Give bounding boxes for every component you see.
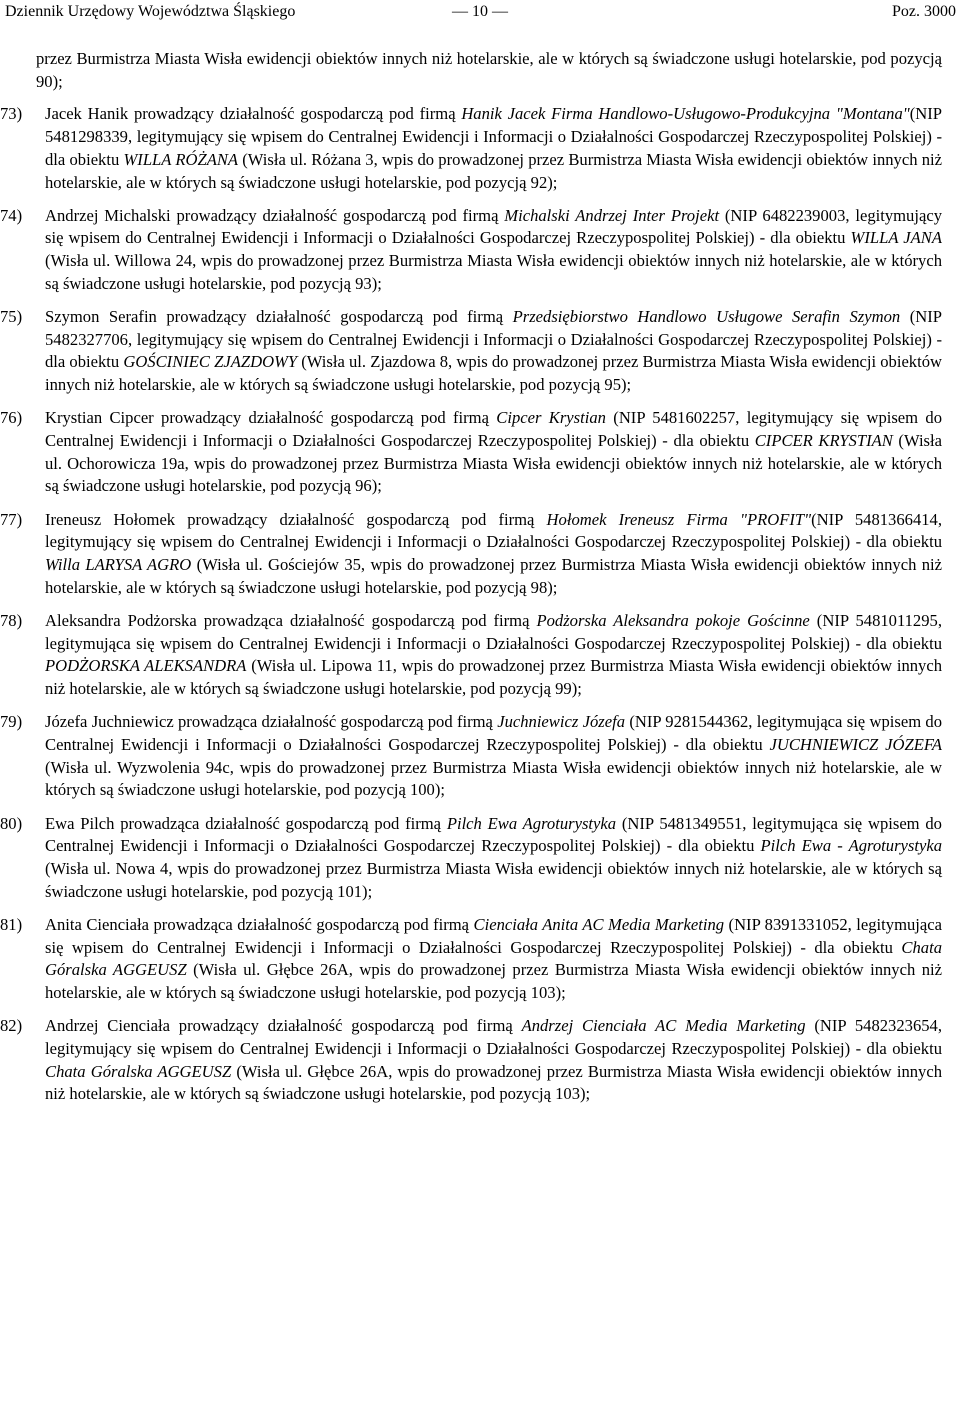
object-name: PODŻORSKA ALEKSANDRA <box>45 656 247 676</box>
list-item <box>0 407 943 498</box>
item-text-part: (NIP 5481298339, legitymujący się wpisem do Centralnej Ewidencji i Informacji o Działalności Gospodarczej Rzeczypospolitej Polskiej) - dla obiektu <box>45 104 942 169</box>
page-header <box>0 0 960 24</box>
item-text-part: (NIP 5482327706, legitymujący się wpisem do Centralnej Ewidencji i Informacji o Działalności Gospodarczej Rzeczypospolitej Polskiej) - dla obiektu <box>45 307 942 372</box>
item-text-part: Józefa Juchniewicz prowadząca działalność gospodarczą pod firmą <box>45 712 498 732</box>
firm-name: Hołomek Ireneusz Firma "PROFIT" <box>546 509 812 529</box>
item-text-part: (NIP 5481349551, legitymująca się wpisem do Centralnej Ewidencji i Informacji o Działalności Gospodarczej Rzeczypospolitej Polskiej) - dla obiektu <box>45 813 942 856</box>
item-text-part: Aleksandra Podżorska prowadząca działalność gospodarczą pod firmą <box>45 610 537 630</box>
list-item <box>0 306 942 397</box>
firm-name: Cipcer Krystian <box>496 408 606 428</box>
item-text <box>45 407 942 498</box>
list-item <box>0 205 942 296</box>
item-text-part: Krystian Cipcer prowadzący działalność gospodarczą pod firmą <box>45 408 497 428</box>
item-text <box>45 103 942 194</box>
item-text-part: (NIP 8391331052, legitymująca się wpisem do Centralnej Ewidencji i Informacji o Działalności Gospodarczej Rzeczypospolitej Polskiej) - dla obiektu <box>45 914 942 957</box>
item-text-part: (Wisła ul. Nowa 4, wpis do prowadzonej przez Burmistrza Miasta Wisła ewidencji obiektów innych niż hotelarskie, ale w których są świadczone usługi hotelarskie, pod pozycją 101); <box>45 859 942 901</box>
journal-title: Dziennik Urzędowy Województwa Śląskiego <box>5 3 296 20</box>
object-name: Pilch Ewa - Agroturystyka <box>760 836 942 856</box>
object-name: GOŚCINIEC ZJAZDOWY <box>123 352 298 372</box>
object-name: WILLA RÓŻANA <box>123 149 239 169</box>
firm-name: Juchniewicz Józefa <box>497 712 626 732</box>
entry-list <box>0 103 943 1106</box>
item-text-part: (NIP 5482323654, legitymujący się wpisem do Centralnej Ewidencji i Informacji o Działalności Gospodarczej Rzeczypospolitej Polskiej) - dla obiektu <box>45 1016 942 1058</box>
item-text-part: (Wisła ul. Ochorowicza 19a, wpis do prowadzonej przez Burmistrza Miasta Wisła ewidencji obiektów innych niż hotelarskie, ale w których są świadczone usługi hotelarskie, pod pozycją 96); <box>45 431 942 496</box>
list-item <box>0 711 943 802</box>
position-number: Poz. 3000 <box>892 3 956 20</box>
item-text-part: Szymon Serafin prowadzący działalność gospodarczą pod firmą <box>45 307 513 327</box>
object-name: CIPCER KRYSTIAN <box>754 431 893 451</box>
item-text-part: (Wisła ul. Głębce 26A, wpis do prowadzonej przez Burmistrza Miasta Wisła ewidencji obiektów innych niż hotelarskie, ale w których są świadczone usługi hotelarskie, pod pozycją 103); <box>45 1061 942 1104</box>
item-number: 76) <box>0 408 23 428</box>
item-text <box>45 306 942 397</box>
item-text-part: (Wisła ul. Głębce 26A, wpis do prowadzonej przez Burmistrza Miasta Wisła ewidencji obiektów innych niż hotelarskie, ale w których są świadczone usługi hotelarskie, pod pozycją 103); <box>45 960 942 1003</box>
item-text <box>45 1015 942 1106</box>
firm-name: Pilch Ewa Agroturystyka <box>446 813 617 833</box>
item-number: 79) <box>0 712 23 732</box>
firm-name: Podżorska Aleksandra pokoje Gościnne <box>536 610 810 630</box>
item-text-part: (NIP 6482239003, legitymujący się wpisem do Centralnej Ewidencji i Informacji o Działalności Gospodarczej Rzeczypospolitej Polskiej) - dla obiektu <box>45 205 942 248</box>
item-number: 77) <box>0 509 23 529</box>
object-name: JUCHNIEWICZ JÓZEFA <box>769 734 942 754</box>
item-text-part: Andrzej Cienciała prowadzący działalność gospodarczą pod firmą <box>45 1016 522 1036</box>
object-name: Chata Góralska AGGEUSZ <box>45 1061 232 1081</box>
list-item <box>0 103 942 194</box>
item-number: 75) <box>0 307 23 327</box>
item-text-part: (Wisła ul. Wyzwolenia 94c, wpis do prowadzonej przez Burmistrza Miasta Wisła ewidencji obiektów innych niż hotelarskie, ale w których są świadczone usługi hotelarskie, pod pozycją 100); <box>45 757 942 800</box>
item-text-part: (NIP 5481011295, legitymująca się wpisem do Centralnej Ewidencji i Informacji o Działalności Gospodarczej Rzeczypospolitej Polskiej) - dla obiektu <box>45 610 942 653</box>
item-number: 81) <box>0 914 23 934</box>
list-item <box>0 610 942 701</box>
item-text-part: (Wisła ul. Różana 3, wpis do prowadzonej przez Burmistrza Miasta Wisła ewidencji obiektów innych niż hotelarskie, ale w których są świadczone usługi hotelarskie, pod pozycją 92); <box>45 149 942 192</box>
firm-name: Przedsiębiorstwo Handlowo Usługowe Serafin Szymon <box>512 307 901 327</box>
item-text <box>45 509 942 600</box>
item-text-part: (NIP 5481366414, legitymujący się wpisem do Centralnej Ewidencji i Informacji o Działalności Gospodarczej Rzeczypospolitej Polskiej) - dla obiektu <box>45 509 942 552</box>
object-name: Chata Góralska AGGEUSZ <box>45 937 942 980</box>
item-text <box>45 610 942 701</box>
item-text-part: Ireneusz Hołomek prowadzący działalność gospodarczą pod firmą <box>45 509 547 529</box>
list-item <box>0 509 942 600</box>
item-text-part: Jacek Hanik prowadzący działalność gospodarczą pod firmą <box>45 104 462 124</box>
list-item <box>0 813 942 904</box>
firm-name: Cienciała Anita AC Media Marketing <box>473 914 725 934</box>
list-item <box>0 1015 942 1106</box>
firm-name: Michalski Andrzej Inter Projekt <box>504 205 720 225</box>
item-text-part: (NIP 5481602257, legitymujący się wpisem do Centralnej Ewidencji i Informacji o Działalności Gospodarczej Rzeczypospolitej Polskiej) - dla obiektu <box>45 408 943 451</box>
item-text-part: Andrzej Michalski prowadzący działalność gospodarczą pod firmą <box>45 205 505 225</box>
item-text-part: Anita Cienciała prowadząca działalność gospodarczą pod firmą <box>45 914 474 934</box>
item-number: 74) <box>0 205 23 225</box>
firm-name: Hanik Jacek Firma Handlowo-Usługowo-Produkcyjna "Montana" <box>461 104 910 124</box>
item-number: 73) <box>0 104 23 124</box>
item-number: 80) <box>0 813 23 833</box>
item-text-part: (NIP 9281544362, legitymująca się wpisem do Centralnej Ewidencji i Informacji o Działalności Gospodarczej Rzeczypospolitej Polskiej) - dla obiektu <box>45 712 943 754</box>
item-text-part: Ewa Pilch prowadząca działalność gospodarczą pod firmą <box>45 813 447 833</box>
firm-name: Andrzej Cienciała AC Media Marketing <box>521 1016 806 1036</box>
list-item <box>0 914 942 1005</box>
item-text-part: (Wisła ul. Zjazdowa 8, wpis do prowadzonej przez Burmistrza Miasta Wisła ewidencji obiektów innych niż hotelarskie, ale w których są świadczone usługi hotelarskie, pod pozycją 95); <box>45 352 942 395</box>
continuation-text: przez Burmistrza Miasta Wisła ewidencji obiektów innych niż hotelarskie, ale w których są świadczone usługi hotelarskie, pod pozycją 90); <box>36 49 942 91</box>
item-number: 82) <box>0 1016 23 1036</box>
item-text-part: (Wisła ul. Willowa 24, wpis do prowadzonej przez Burmistrza Miasta Wisła ewidencji obiektów innych niż hotelarskie, ale w których są świadczone usługi hotelarskie, pod pozycją 93); <box>45 251 942 293</box>
item-text-part: (Wisła ul. Gościejów 35, wpis do prowadzonej przez Burmistrza Miasta Wisła ewidencji obiektów innych niż hotelarskie, ale w których są świadczone usługi hotelarskie, pod pozycją 98); <box>45 555 942 597</box>
item-text <box>45 711 942 802</box>
page-number: — 10 — <box>452 3 508 20</box>
object-name: Willa LARYSA AGRO <box>45 555 192 575</box>
item-number: 78) <box>0 610 23 630</box>
item-text <box>45 205 942 296</box>
item-text <box>45 914 942 1005</box>
document-body <box>0 48 943 1117</box>
object-name: WILLA JANA <box>850 228 942 248</box>
item-text-part: (Wisła ul. Lipowa 11, wpis do prowadzonej przez Burmistrza Miasta Wisła ewidencji obiektów innych niż hotelarskie, ale w których są świadczone usługi hotelarskie, pod pozycją 99); <box>45 656 942 699</box>
item-text <box>45 813 942 904</box>
